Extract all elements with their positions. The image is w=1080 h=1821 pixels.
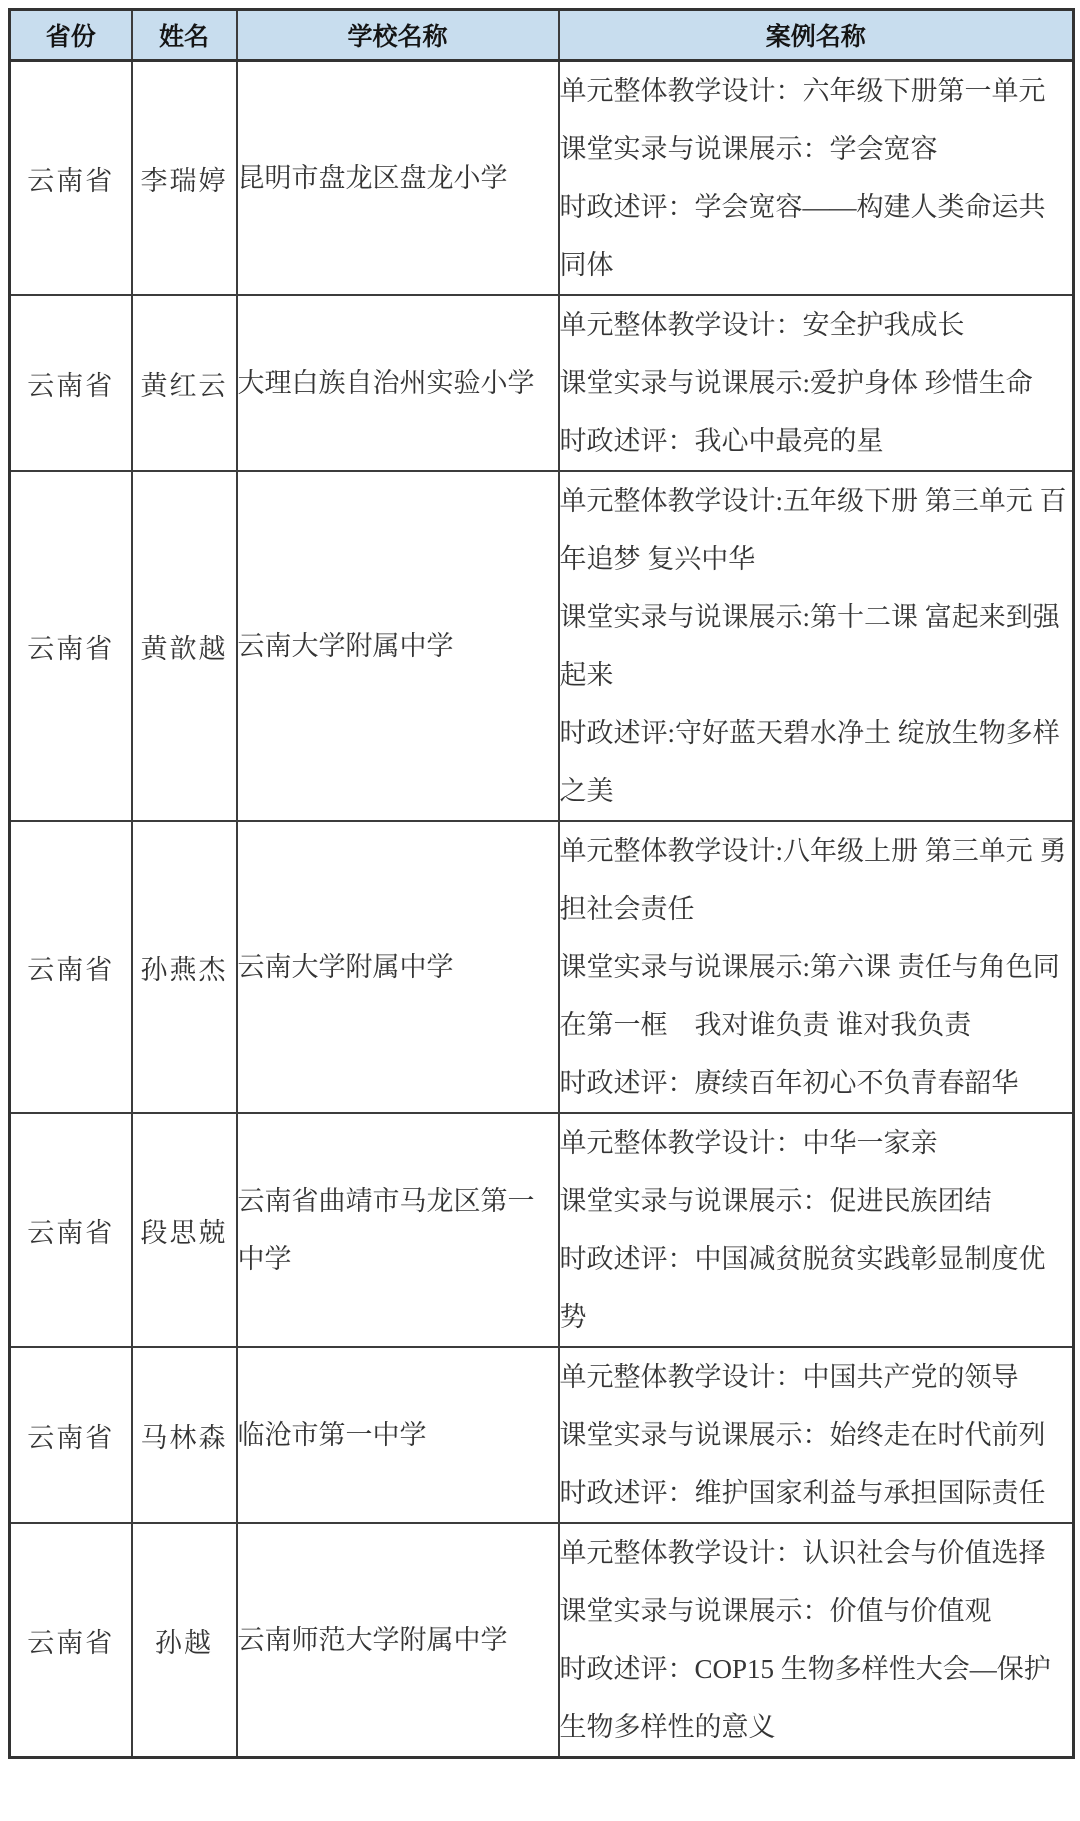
case-line: 单元整体教学设计：六年级下册第一单元 — [559, 76, 1046, 106]
case-line: 单元整体教学设计：认识社会与价值选择 — [559, 1538, 1046, 1568]
teacher-name-cell: 孙越 — [132, 1523, 237, 1758]
case-line: 时政述评：学会宽容——构建人类命运共同体 — [559, 192, 1046, 280]
teacher-name-cell: 黄红云 — [132, 295, 237, 471]
case-line: 时政述评：中国减贫脱贫实践彰显制度优势 — [559, 1244, 1046, 1332]
case-name-cell — [559, 1347, 1074, 1523]
header-school: 学校名称 — [237, 10, 559, 61]
table-row — [10, 61, 1074, 296]
case-line: 单元整体教学设计：中国共产党的领导 — [559, 1362, 1019, 1392]
table-row — [10, 1113, 1074, 1347]
table-row — [10, 1347, 1074, 1523]
case-line: 课堂实录与说课展示：学会宽容 — [559, 134, 938, 164]
case-line: 课堂实录与说课展示:爱护身体 珍惜生命 — [559, 368, 1033, 398]
case-line: 时政述评：维护国家利益与承担国际责任 — [559, 1478, 1046, 1508]
school-name-cell: 临沧市第一中学 — [237, 1347, 559, 1523]
case-name-cell — [559, 471, 1074, 821]
table-row — [10, 821, 1074, 1113]
case-line: 单元整体教学设计:五年级下册 第三单元 百年追梦 复兴中华 — [559, 486, 1067, 574]
case-line: 时政述评：我心中最亮的星 — [559, 426, 884, 456]
teacher-case-table — [8, 8, 1075, 1759]
case-line: 单元整体教学设计：中华一家亲 — [559, 1128, 938, 1158]
table-row — [10, 295, 1074, 471]
case-name-cell — [559, 295, 1074, 471]
header-name: 姓名 — [132, 10, 237, 61]
school-name-cell: 云南大学附属中学 — [237, 471, 559, 821]
province-cell: 云南省 — [10, 1347, 132, 1523]
table-row — [10, 471, 1074, 821]
table-row — [10, 1523, 1074, 1758]
province-cell: 云南省 — [10, 1113, 132, 1347]
case-name-cell — [559, 61, 1074, 296]
school-name-cell: 云南大学附属中学 — [237, 821, 559, 1113]
case-name-cell — [559, 1113, 1074, 1347]
school-name-cell: 大理白族自治州实验小学 — [237, 295, 559, 471]
case-line: 课堂实录与说课展示：促进民族团结 — [559, 1186, 992, 1216]
teacher-name-cell: 李瑞婷 — [132, 61, 237, 296]
province-cell: 云南省 — [10, 61, 132, 296]
province-cell: 云南省 — [10, 1523, 132, 1758]
case-line: 单元整体教学设计:八年级上册 第三单元 勇担社会责任 — [559, 836, 1067, 924]
case-line: 时政述评：COP15 生物多样性大会—保护生物多样性的意义 — [559, 1654, 1051, 1742]
case-line: 时政述评：赓续百年初心不负青春韶华 — [559, 1068, 1019, 1098]
school-name-cell: 云南师范大学附属中学 — [237, 1523, 559, 1758]
teacher-name-cell: 黄歆越 — [132, 471, 237, 821]
case-name-cell — [559, 1523, 1074, 1758]
teacher-name-cell: 孙燕杰 — [132, 821, 237, 1113]
header-case: 案例名称 — [559, 10, 1074, 61]
case-line: 单元整体教学设计：安全护我成长 — [559, 310, 965, 340]
case-line: 课堂实录与说课展示：价值与价值观 — [559, 1596, 992, 1626]
case-line: 课堂实录与说课展示:第六课 责任与角色同在第一框 我对谁负责 谁对我负责 — [559, 952, 1060, 1040]
province-cell: 云南省 — [10, 295, 132, 471]
case-name-cell — [559, 821, 1074, 1113]
school-name-cell: 昆明市盘龙区盘龙小学 — [237, 61, 559, 296]
case-line: 课堂实录与说课展示:第十二课 富起来到强起来 — [559, 602, 1060, 690]
case-line: 时政述评:守好蓝天碧水净土 绽放生物多样之美 — [559, 718, 1060, 806]
province-cell: 云南省 — [10, 471, 132, 821]
table-header-row — [10, 10, 1074, 61]
teacher-name-cell: 马林森 — [132, 1347, 237, 1523]
school-name-cell: 云南省曲靖市马龙区第一中学 — [237, 1113, 559, 1347]
case-line: 课堂实录与说课展示：始终走在时代前列 — [559, 1420, 1046, 1450]
teacher-name-cell: 段思兢 — [132, 1113, 237, 1347]
province-cell: 云南省 — [10, 821, 132, 1113]
header-province: 省份 — [10, 10, 132, 61]
